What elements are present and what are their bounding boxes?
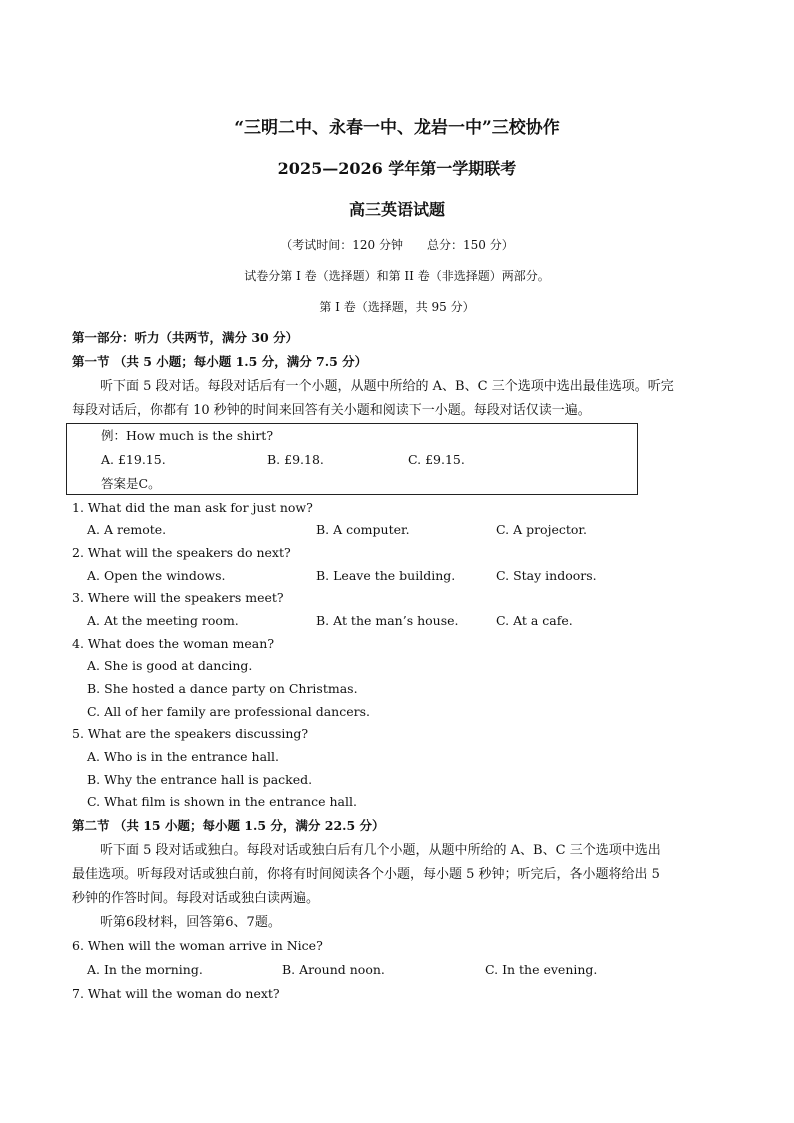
material-note: 听第6段材料，回答第6、7题。 — [100, 915, 281, 930]
question-6: 6. When will the woman arrive in Nice? — [72, 938, 323, 953]
section2-instructions-line3: 秒钟的作答时间。每段对话或独白读两遍。 — [72, 891, 320, 906]
q1-option-b: B. A computer. — [316, 522, 410, 537]
q6-option-c: C. In the evening. — [485, 962, 598, 977]
q4-option-a: A. She is good at dancing. — [87, 658, 253, 673]
q5-option-c: C. What film is shown in the entrance hall. — [87, 794, 357, 809]
section2-heading: 第二节 （共 15 小题；每小题 1.5 分，满分 22.5 分） — [72, 818, 385, 833]
question-2: 2. What will the speakers do next? — [72, 545, 291, 560]
exam-structure: 试卷分第 I 卷（选择题）和第 II 卷（非选择题）两部分。 — [244, 269, 550, 283]
exam-title-line2: 2025—2026 学年第一学期联考 — [277, 159, 517, 178]
q5-option-a: A. Who is in the entrance hall. — [87, 749, 280, 764]
part1-heading: 第一部分：听力（共两节，满分 30 分） — [72, 330, 299, 345]
q1-option-a: A. A remote. — [87, 522, 167, 537]
question-3: 3. Where will the speakers meet? — [72, 590, 284, 605]
q3-option-b: B. At the man’s house. — [316, 613, 459, 628]
section2-instructions-line2: 最佳选项。听每段对话或独白前，你将有时间阅读各个小题，每小题 5 秒钟；听完后，各小题将给出 5 — [72, 867, 660, 882]
example-option-b: B. £9.18. — [267, 452, 324, 467]
section1-heading: 第一节 （共 5 小题；每小题 1.5 分，满分 7.5 分） — [72, 354, 368, 369]
q6-option-a: A. In the morning. — [87, 962, 203, 977]
q2-option-a: A. Open the windows. — [87, 568, 226, 583]
volume1-heading: 第 I 卷（选择题，共 95 分） — [319, 300, 475, 314]
section1-instructions-line2: 每段对话后，你都有 10 秒钟的时间来回答有关小题和阅读下一小题。每段对话仅读一遍。 — [72, 403, 591, 418]
example-question: 例：How much is the shirt? — [101, 428, 274, 443]
q4-option-c: C. All of her family are professional dancers. — [87, 704, 370, 719]
exam-title-line3: 高三英语试题 — [348, 200, 445, 219]
q2-option-b: B. Leave the building. — [316, 568, 456, 583]
q3-option-a: A. At the meeting room. — [87, 613, 239, 628]
q4-option-b: B. She hosted a dance party on Christmas. — [87, 681, 358, 696]
example-option-c: C. £9.15. — [408, 452, 465, 467]
q6-option-b: B. Around noon. — [282, 962, 385, 977]
q1-option-c: C. A projector. — [496, 522, 587, 537]
example-option-a: A. £19.15. — [101, 452, 166, 467]
question-4: 4. What does the woman mean? — [72, 636, 275, 651]
exam-info: （考试时间：120 分钟 总分：150 分） — [280, 238, 514, 252]
exam-title-line1: “三明二中、永春一中、龙岩一中”三校协作 — [234, 118, 560, 138]
q3-option-c: C. At a cafe. — [496, 613, 573, 628]
question-7: 7. What will the woman do next? — [72, 986, 280, 1001]
section2-instructions-line1: 听下面 5 段对话或独白。每段对话或独白后有几个小题，从题中所给的 A、B、C 三个选项中选出 — [100, 843, 661, 858]
question-1: 1. What did the man ask for just now? — [72, 500, 313, 515]
q2-option-c: C. Stay indoors. — [496, 568, 597, 583]
example-answer: 答案是C。 — [101, 476, 161, 491]
q5-option-b: B. Why the entrance hall is packed. — [87, 772, 313, 787]
section1-instructions-line1: 听下面 5 段对话。每段对话后有一个小题，从题中所给的 A、B、C 三个选项中选出最佳选项。听完 — [100, 379, 674, 394]
question-5: 5. What are the speakers discussing? — [72, 726, 309, 741]
